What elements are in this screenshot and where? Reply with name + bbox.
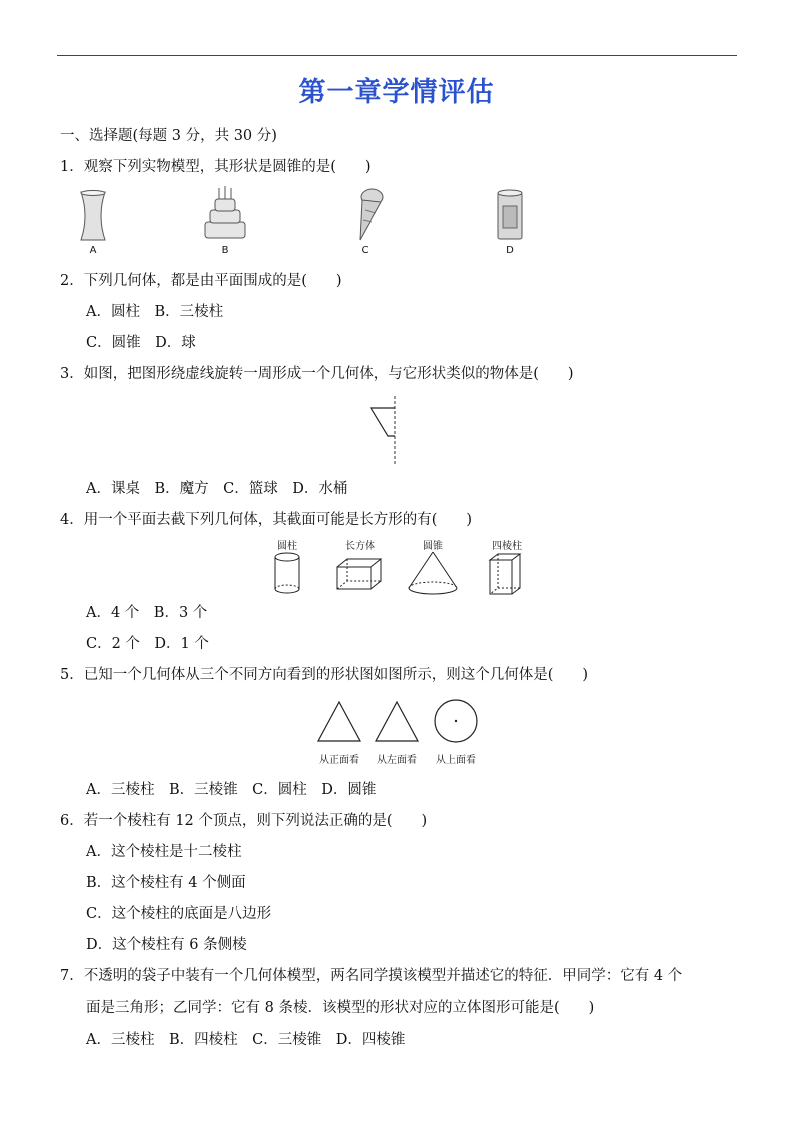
q4-cuboid-shape [335, 557, 383, 593]
section-heading: 一、选择题(每题 3 分，共 30 分) [60, 128, 277, 144]
q4-cylinder-shape [272, 552, 302, 596]
question-4: 4．用一个平面去截下列几何体，其截面可能是长方形的有( ) [60, 512, 473, 528]
question-6-option-a: A．这个棱柱是十二棱柱 [86, 844, 242, 860]
question-1: 1．观察下列实物模型，其形状是圆锥的是( ) [60, 159, 371, 175]
q4-label-cone: 圆锥 [423, 541, 443, 552]
question-7-line-2: 面是三角形；乙同学：它有 8 条棱．该模型的形状对应的立体图形可能是( ) [86, 1000, 595, 1016]
q5-front-view-triangle [316, 700, 362, 744]
q5-label-front-view: 从正面看 [319, 755, 359, 766]
q5-label-top-view: 从上面看 [436, 755, 476, 766]
question-6-option-b: B．这个棱柱有 4 个侧面 [86, 875, 246, 891]
page-title: 第一章学情评估 [298, 77, 495, 108]
question-5: 5．已知一个几何体从三个不同方向看到的形状图如图所示，则这个几何体是( ) [60, 667, 589, 683]
q1-option-b-cake-image [202, 184, 248, 242]
question-2-options-cd: C．圆锥 D．球 [86, 335, 196, 351]
q1-label-c: C [361, 245, 369, 256]
q5-label-left-view: 从左面看 [377, 755, 417, 766]
q1-option-d-cylinder-can-image [495, 188, 525, 244]
q5-left-view-triangle [374, 700, 420, 744]
q3-trapezoid-rotation-figure [368, 396, 402, 466]
q1-option-c-icecream-cone-image [350, 188, 386, 244]
q4-label-quadrangular-prism: 四棱柱 [492, 541, 522, 552]
top-rule [57, 55, 737, 56]
q1-label-b: B [221, 245, 229, 256]
question-2: 2．下列几何体，都是由平面围成的是( ) [60, 273, 342, 289]
q1-label-a: A [89, 245, 97, 256]
q4-label-cuboid: 长方体 [345, 541, 375, 552]
question-3: 3．如图，把图形绕虚线旋转一周形成一个几何体，与它形状类似的物体是( ) [60, 366, 574, 382]
q1-option-a-vase-image [78, 190, 108, 242]
question-5-options: A．三棱柱 B．三棱锥 C．圆柱 D．圆锥 [86, 782, 377, 798]
q4-label-cylinder: 圆柱 [277, 541, 297, 552]
question-4-options-ab: A．4 个 B．3 个 [86, 605, 208, 621]
q4-quadrangular-prism-shape [488, 552, 522, 598]
question-3-options: A．课桌 B．魔方 C．篮球 D．水桶 [86, 481, 348, 497]
question-7-line-1: 7．不透明的袋子中装有一个几何体模型，两名同学摸该模型并描述它的特征．甲同学：它有 4 个 [60, 968, 683, 984]
q1-label-d: D [506, 245, 514, 256]
q5-top-view-circle [432, 698, 480, 746]
question-4-options-cd: C．2 个 D．1 个 [86, 636, 209, 652]
question-6-option-d: D．这个棱柱有 6 条侧棱 [86, 937, 247, 953]
question-6-option-c: C．这个棱柱的底面是八边形 [86, 906, 272, 922]
question-2-options-ab: A．圆柱 B．三棱柱 [86, 304, 224, 320]
question-7-options: A．三棱柱 B．四棱柱 C．三棱锥 D．四棱锥 [86, 1032, 406, 1048]
q4-cone-shape [406, 550, 460, 598]
question-6: 6．若一个棱柱有 12 个顶点，则下列说法正确的是( ) [60, 813, 428, 829]
